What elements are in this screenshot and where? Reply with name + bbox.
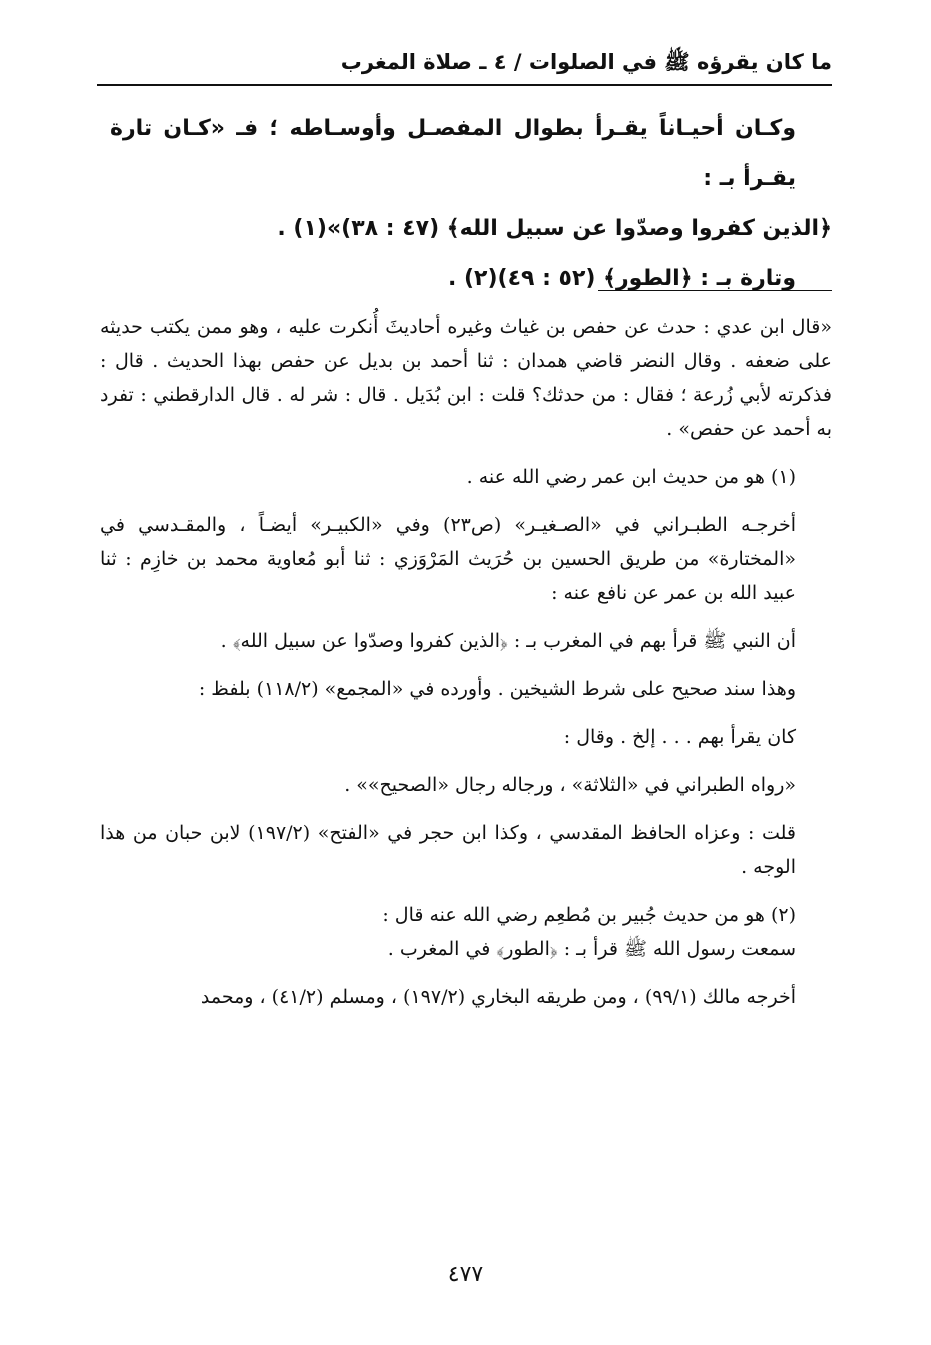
footnote-1-wording: كان يقرأ بهم . . . إلخ . وقال : (563, 726, 796, 748)
main-text (110, 104, 832, 304)
header-rule (97, 84, 832, 86)
main-line-2: ﴿الذين كفروا وصدّوا عن سبيل الله﴾ (٤٧ : ٣٨)»(١) . (277, 216, 832, 241)
footnote-separator (598, 290, 832, 291)
footnotes (100, 310, 832, 1014)
main-line-3: وتارة بـ : ﴿الطور﴾ (٥٢ : ٤٩)(٢) . (447, 266, 796, 291)
main-line-1: وكـان أحيـاناً يقـرأ بطوال المفصـل وأوسـاطه ؛ فـ «كـان تارة يقـرأ بـ : (110, 116, 796, 191)
footnote-1-quote: «رواه الطبراني في «الثلاثة» ، ورجاله رجال «الصحيح»» . (344, 774, 796, 796)
footnote-2-hadith: سمعت رسول الله ﷺ قرأ بـ : ﴿الطور﴾ في المغرب . (387, 938, 796, 960)
footnote-1-grading: وهذا سند صحيح على شرط الشيخين . وأورده في «المجمع» (١١٨/٢) بلفظ : (198, 678, 796, 700)
page-number: ٤٧٧ (447, 1262, 484, 1287)
footnote-2-heading: (٢) هو من حديث جُبير بن مُطعِم رضي الله عنه قال : (382, 904, 796, 926)
footnote-1-heading: (١) هو من حديث ابن عمر رضي الله عنه . (466, 466, 796, 488)
footnote-1-source: أخرجـه الطبـراني في «الصـغيـر» (ص٢٣) وفي «الكبيـر» أيضـاً ، والمقـدسي في «المختارة» من طريق الحسين بن حُرَيث المَرْوَزي : ثنا أبو مُعاوية محمد بن خازِم : ثنا عبيد الله بن عمر عن نافع عنه : (100, 514, 796, 604)
footnote-continuation: «قال ابن عدي : حدث عن حفص بن غياث وغيره أحاديثَ أُنكرت عليه ، وهو ممن يكتب حديثه على ضعفه . وقال النضر قاضي همدان : ثنا أحمد بن بديل عن حفص بهذا الحديث . قال : فذكرته لأبي زُرعة ؛ فقال : من حدثك؟ قلت : ابن بُدَيل . قال : شر له . قال الدارقطني : تفرد به أحمد عن حفص» . (100, 316, 832, 440)
running-header: ما كان يقرؤه ﷺ في الصلوات / ٤ ـ صلاة المغرب (340, 50, 832, 74)
footnote-2-source: أخرجه مالك (٩٩/١) ، ومن طريقه البخاري (١٩٧/٢) ، ومسلم (٤١/٢) ، ومحمد (200, 986, 796, 1008)
footnote-1-comment: قلت : وعزاه الحافظ المقدسي ، وكذا ابن حجر في «الفتح» (١٩٧/٢) لابن حبان من هذا الوجه . (100, 822, 796, 878)
footnote-1-hadith: أن النبي ﷺ قرأ بهم في المغرب بـ : ﴿الذين كفروا وصدّوا عن سبيل الله﴾ . (220, 630, 796, 652)
